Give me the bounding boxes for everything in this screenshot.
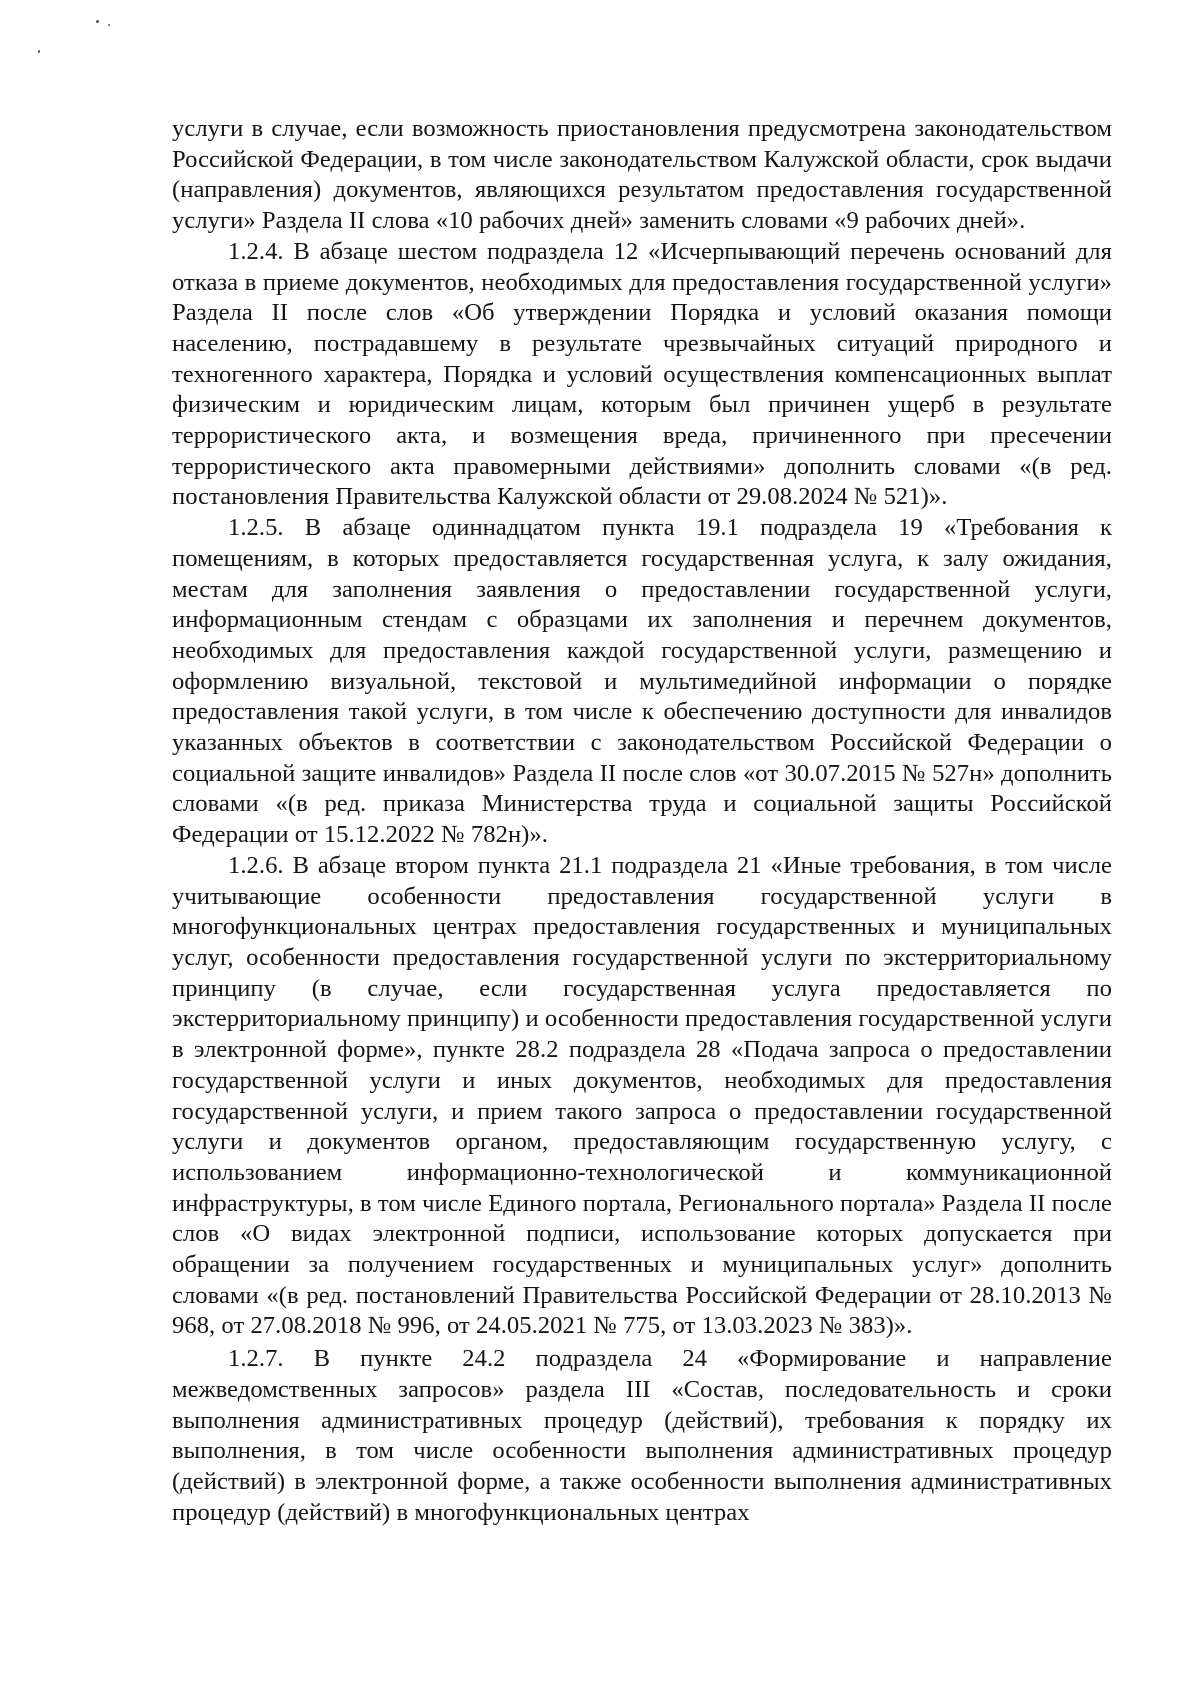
- document-body: [172, 114, 1112, 1528]
- scan-speck: [38, 50, 40, 53]
- paragraph-continuation: услуги в случае, если возможность приостановления предусмотрена законодательством Российской Федерации, в том числе законодательством Калужской области, срок выдачи (направления) документов, являющихся результатом предоставления государственной услуги» Раздела II слова «10 рабочих дней» заменить словами «9 рабочих дней».: [172, 115, 1112, 235]
- paragraph-1-2-5: 1.2.5. В абзаце одиннадцатом пункта 19.1 подраздела 19 «Требования к помещениям, в которых предоставляется государственная услуга, к залу ожидания, местам для заполнения заявления о предоставлении государственной услуги, информационным стендам с образцами их заполнения и перечнем документов, необходимых для предоставления каждой государственной услуги, размещению и оформлению визуальной, текстовой и мультимедийной информации о порядке предоставления такой услуги, в том числе к обеспечению доступности для инвалидов указанных объектов в соответствии с законодательством Российской Федерации о социальной защите инвалидов» Раздела II после слов «от 30.07.2015 № 527н» дополнить словами «(в ред. приказа Министерства труда и социальной защиты Российской Федерации от 15.12.2022 № 782н)».: [172, 514, 1112, 849]
- paragraph-1-2-7: 1.2.7. В пункте 24.2 подраздела 24 «Формирование и направление межведомственных запросов» раздела III «Состав, последовательность и сроки выполнения административных процедур (действий), требования к порядку их выполнения, в том числе особенности выполнения административных процедур (действий) в электронной форме, а также особенности выполнения административных процедур (действий) в многофункциональных центрах: [172, 1345, 1112, 1526]
- scan-speck: [108, 24, 110, 26]
- paragraph-1-2-4: 1.2.4. В абзаце шестом подраздела 12 «Исчерпывающий перечень оснований для отказа в приеме документов, необходимых для предоставления государственной услуги» Раздела II после слов «Об утверждении Порядка и условий оказания помощи населению, пострадавшему в результате чрезвычайных ситуаций природного и техногенного характера, Порядка и условий осуществления компенсационных выплат физическим и юридическим лицам, которым был причинен ущерб в результате террористического акта, и возмещения вреда, причиненного при пресечении террористического акта правомерными действиями» дополнить словами «(в ред. постановления Правительства Калужской области от 29.08.2024 № 521)».: [172, 237, 1112, 511]
- scan-speck: [96, 20, 99, 23]
- paragraph-1-2-6: 1.2.6. В абзаце втором пункта 21.1 подраздела 21 «Иные требования, в том числе учитывающие особенности предоставления государственной услуги в многофункциональных центрах предоставления государственных и муниципальных услуг, особенности предоставления государственной услуги по экстерриториальному принципу (в случае, если государственная услуга предоставляется по экстерриториальному принципу) и особенности предоставления государственной услуги в электронной форме», пункте 28.2 подраздела 28 «Подача запроса о предоставлении государственной услуги и иных документов, необходимых для предоставления государственной услуги, и прием такого запроса о предоставлении государственной услуги и документов органом, предоставляющим государственную услугу, с использованием информационно-технологической и коммуникационной инфраструктуры, в том числе Единого портала, Регионального портала» Раздела II после слов «О видах электронной подписи, использование которых допускается при обращении за получением государственных и муниципальных услуг» дополнить словами «(в ред. постановлений Правительства Российской Федерации от 28.10.2013 № 968, от 27.08.2018 № 996, от 24.05.2021 № 775, от 13.03.2023 № 383)».: [172, 851, 1112, 1340]
